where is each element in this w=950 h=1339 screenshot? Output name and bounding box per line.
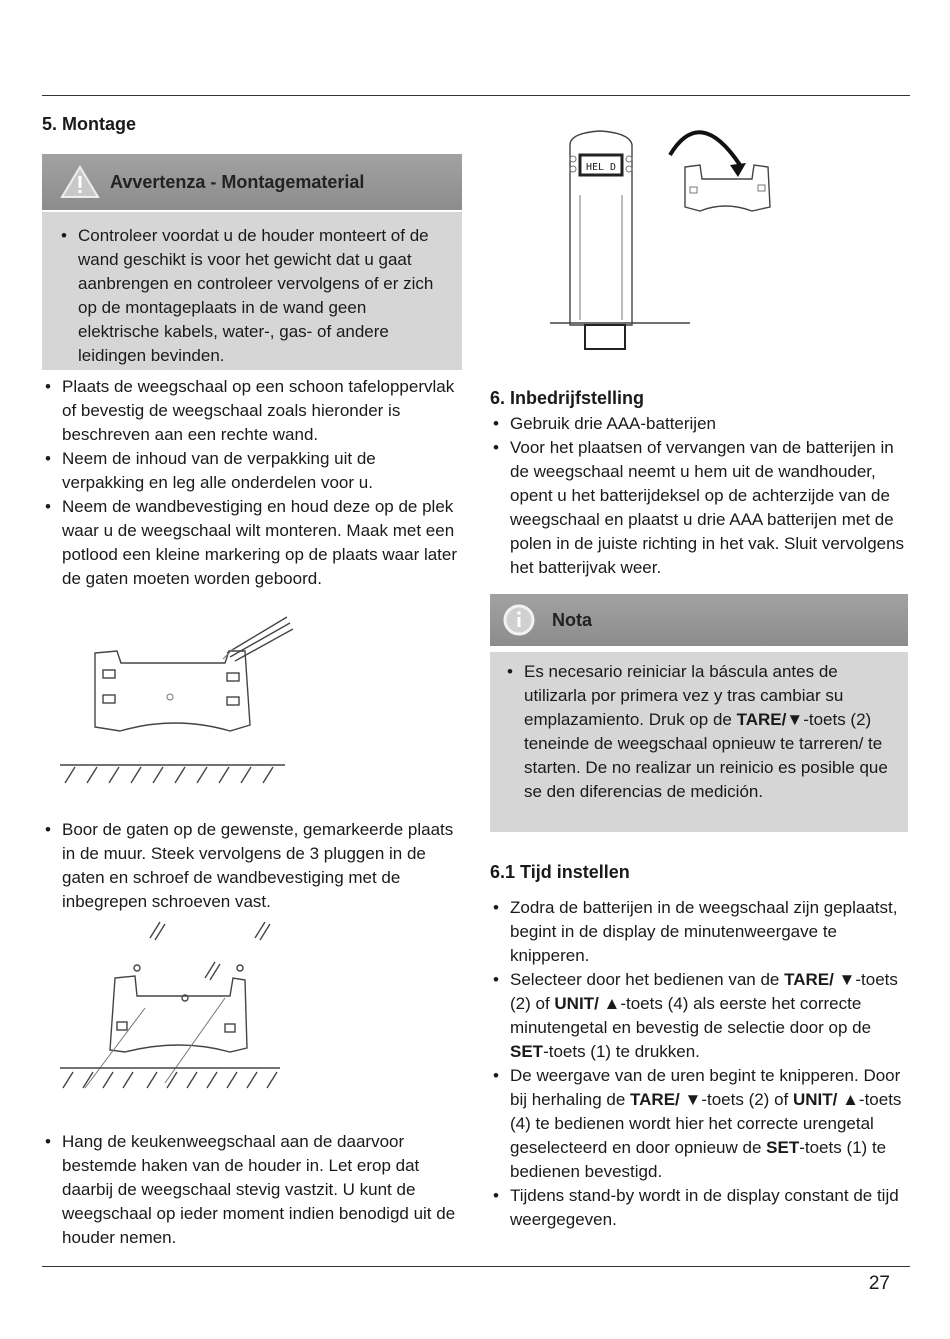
list-item: • Boor de gaten op de gewenste, gemarkeerde plaats in de muur. Steek vervolgens de 3 pluggen in de gaten en schroef de wandbevestiging met de inbegrepen schroeven vast.: [42, 818, 467, 914]
list-item: • Plaats de weegschaal op een schoon tafeloppervlak of bevestig de weegschaal zoals hieronder is beschreven aan een rechte wand.: [42, 375, 462, 447]
section-6-bullets: [490, 412, 910, 580]
list-item: • Zodra de batterijen in de weegschaal zijn geplaatst, begint in de display de minutenweergave te knipperen.: [490, 896, 910, 968]
list-item: • De weergave van de uren begint te knipperen. Door bij herhaling de TARE/ ▼-toets (2) of UNIT/ ▲-toets (4) te bedienen wordt hier het correcte urengetal geselecteerd en door opnieuw de SET-toets (1) te bedienen bevestigd.: [490, 1064, 910, 1184]
drilling-illustration: [55, 918, 295, 1098]
section-6-1-heading: 6.1 Tijd instellen: [490, 862, 630, 882]
section-5-heading: 5. Montage: [42, 114, 137, 134]
note-header: [490, 594, 908, 646]
display-text: HEL D: [585, 162, 617, 173]
list-item: • Neem de wandbevestiging en houd deze op de plek waar u de weegschaal wilt monteren. Maak met een potlood een kleine markering op de plaats waar later de gaten moeten worden geboord.: [42, 495, 462, 591]
top-rule: [42, 95, 910, 96]
left-bullets-1: [42, 375, 462, 591]
warning-icon: [60, 165, 100, 199]
note-item: • Es necesario reiniciar la báscula antes de utilizarla por primera vez y tras cambiar su emplazamiento. Druk op de TARE/▼-toets (2) teneinde de weegschaal opnieuw te tarreren/ te starten. De no realizar un reinicio es posible que se den diferencias de medición.: [504, 660, 898, 804]
warning-header: [42, 154, 462, 210]
info-icon: [502, 603, 536, 637]
list-item: • Voor het plaatsen of vervangen van de batterijen in de weegschaal neemt u hem uit de wandhouder, opent u het batterijdeksel op de achterzijde van de weegschaal en plaatst u drie AAA batterijen met de polen in de juiste richting in het vak. Sluit vervolgens het batterijvak weer.: [490, 436, 910, 580]
bottom-rule: [42, 1266, 910, 1267]
page-number: 27: [868, 1273, 890, 1294]
scale-holder-illustration: [540, 115, 790, 360]
warning-body: [42, 212, 462, 370]
list-item: • Selecteer door het bedienen van de TARE/ ▼-toets (2) of UNIT/ ▲-toets (4) als eerste het correcte minutengetal en bevestig de selectie door op de SET-toets (1) te drukken.: [490, 968, 910, 1064]
list-item: • Gebruik drie AAA-batterijen: [490, 412, 910, 436]
list-item: • Tijdens stand-by wordt in de display constant de tijd weergegeven.: [490, 1184, 910, 1232]
left-bullets-2: [42, 818, 467, 914]
note-title: Nota: [552, 609, 592, 630]
note-body: [490, 652, 908, 832]
list-item: • Hang de keukenweegschaal aan de daarvoor bestemde haken van de houder in. Let erop dat daarbij de weegschaal stevig vastzit. U kunt de weegschaal op ieder moment indien benodigd uit de houder nemen.: [42, 1130, 467, 1250]
section-6-1-bullets: [490, 896, 910, 1232]
list-item: • Neem de inhoud van de verpakking uit de verpakking en leg alle onderdelen voor u.: [42, 447, 462, 495]
left-bullets-3: [42, 1130, 467, 1250]
marking-illustration: [55, 615, 315, 790]
section-6-heading: 6. Inbedrijfstelling: [490, 388, 645, 408]
warning-item: • Controleer voordat u de houder monteert of de wand geschikt is voor het gewicht dat u gaat aanbrengen en controleer vervolgens of er zich op de montageplaats in de wand geen elektrische kabels, water-, gas- of andere leidingen bevinden.: [58, 224, 450, 368]
warning-title: Avvertenza - Montagematerial: [110, 171, 365, 192]
